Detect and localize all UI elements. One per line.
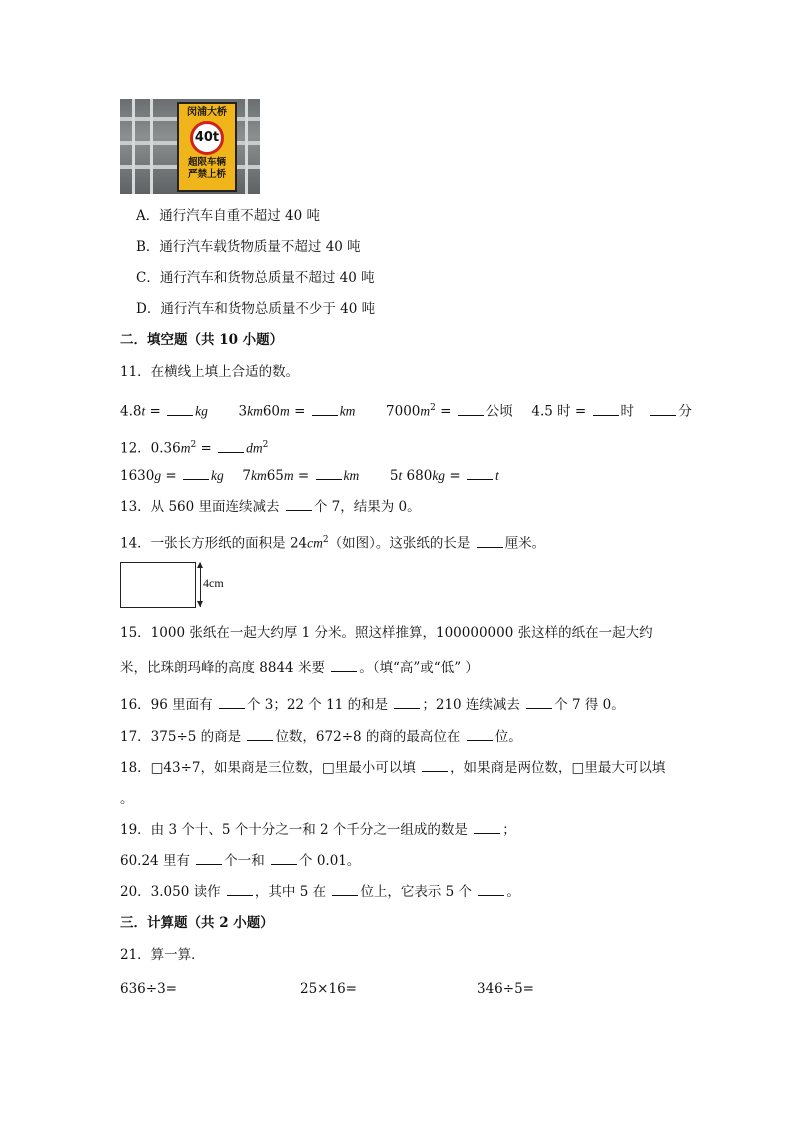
- answer-blank[interactable]: [247, 728, 273, 741]
- question-19-line2: 60.24 里有 个一和 个 0.01。: [120, 853, 361, 869]
- question-16: 16．96 里面有 个 3；22 个 11 的和是 ；210 连续减去 个 7 得 0。: [120, 697, 625, 713]
- answer-blank[interactable]: [286, 498, 312, 511]
- section-fill-in-heading: 二．填空题（共 10 小题）: [120, 332, 284, 348]
- sign-top-text: 闵浦大桥: [187, 107, 227, 118]
- answer-blank[interactable]: [477, 535, 503, 548]
- answer-blank[interactable]: [167, 403, 193, 416]
- answer-blank[interactable]: [467, 728, 493, 741]
- option-b: B．通行汽车载货物质量不超过 40 吨: [136, 239, 361, 255]
- answer-blank[interactable]: [312, 403, 338, 416]
- option-c: C．通行汽车和货物总质量不超过 40 吨: [136, 270, 375, 286]
- answer-blank[interactable]: [218, 440, 244, 453]
- answer-blank[interactable]: [227, 883, 253, 896]
- rectangle-width-label: 4cm: [203, 576, 224, 590]
- question-15-line2: 米，比珠朗玛峰的高度 8844 米要 。（填“高”或“低” ）: [120, 660, 479, 676]
- sign-bottom-line2: 严禁上桥: [187, 169, 226, 180]
- answer-blank[interactable]: [316, 467, 342, 480]
- question-18: 18．□43÷7，如果商是三位数，□里最小可以填 ，如果商是两位数，□里最大可以填: [120, 760, 666, 776]
- answer-blank[interactable]: [331, 659, 357, 672]
- question-11-stem: 11．在横线上填上合适的数。: [120, 364, 300, 380]
- answer-blank[interactable]: [332, 883, 358, 896]
- answer-blank[interactable]: [467, 467, 493, 480]
- answer-blank[interactable]: [478, 883, 504, 896]
- question-21-stem: 21．算一算．: [120, 947, 205, 963]
- sign-bottom-line1: 超限车辆: [187, 157, 226, 168]
- option-a: A．通行汽车自重不超过 40 吨: [136, 208, 321, 224]
- answer-blank[interactable]: [271, 852, 297, 865]
- question-15-line1: 15．1000 张纸在一起大约厚 1 分米。照这样推算，100000000 张这样的纸在一起大约: [120, 625, 653, 641]
- calc-item-1: 636÷3=: [120, 981, 177, 997]
- question-12-stem: 12．$0.36m^2 = dm^2$: [120, 440, 269, 457]
- answer-blank[interactable]: [474, 821, 500, 834]
- answer-blank[interactable]: [526, 696, 552, 709]
- section-calculation-heading: 三．计算题（共 2 小题）: [120, 915, 274, 931]
- calc-item-3: 346÷5=: [477, 981, 534, 997]
- question-12-items: 1630g = kg 7km65m = km 5t 680kg = t: [120, 468, 499, 484]
- arrow-down-icon: [197, 601, 203, 607]
- answer-blank[interactable]: [593, 403, 619, 416]
- question-18-line2: 。: [120, 791, 134, 807]
- question-11-items: 4.8t = kg 3km60m = km $7000m^2$ = 公顷 4.5 时 = 时 分: [120, 403, 692, 420]
- answer-blank[interactable]: [219, 696, 245, 709]
- answer-blank[interactable]: [422, 759, 448, 772]
- weight-limit-sign: [177, 102, 237, 192]
- answer-blank[interactable]: [196, 852, 222, 865]
- answer-blank[interactable]: [394, 696, 420, 709]
- answer-blank[interactable]: [458, 403, 484, 416]
- question-17: 17．375÷5 的商是 位数，672÷8 的商的最高位在 位。: [120, 729, 522, 745]
- option-d: D．通行汽车和货物总质量不少于 40 吨: [136, 301, 376, 317]
- calc-item-2: 25×16=: [300, 981, 357, 997]
- question-13: 13．从 560 里面连续减去 个 7，结果为 0。: [120, 499, 421, 515]
- question-19-line1: 19．由 3 个十、5 个十分之一和 2 个千分之一组成的数是 ；: [120, 822, 516, 838]
- question-20: 20．3.050 读作 ，其中 5 在 位上，它表示 5 个 。: [120, 884, 520, 900]
- sign-limit-circle: 40t: [190, 121, 224, 155]
- answer-blank[interactable]: [650, 403, 676, 416]
- arrow-up-icon: [197, 562, 203, 568]
- question-14: 14．一张长方形纸的面积是 $24cm^2$（如图）。这张纸的长是 厘米。: [120, 535, 546, 552]
- rectangle-figure: [120, 562, 196, 608]
- bridge-sign-photo: [120, 99, 260, 194]
- answer-blank[interactable]: [183, 467, 209, 480]
